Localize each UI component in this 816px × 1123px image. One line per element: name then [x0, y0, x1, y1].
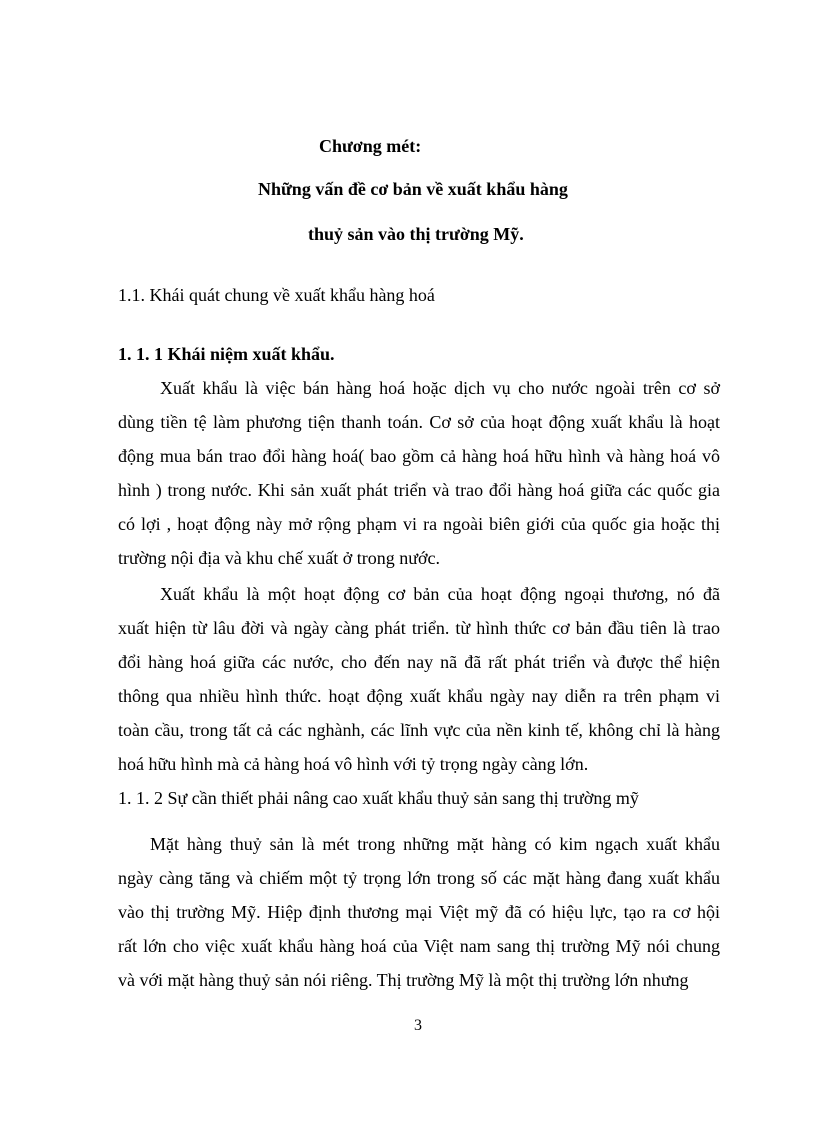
- paragraph-line: hình ) trong nước. Khi sản xuất phát triển và trao đổi hàng hoá giữa các quốc gia: [118, 480, 720, 500]
- paragraph-line: rất lớn cho việc xuất khẩu hàng hoá của Việt nam sang thị trường Mỹ nói chung: [118, 936, 720, 956]
- paragraph-line: trường nội địa và khu chế xuất ở trong nước.: [118, 548, 440, 568]
- paragraph-line: hoá hữu hình mà cả hàng hoá vô hình với tỷ trọng ngày càng lớn.: [118, 754, 589, 774]
- paragraph-line: dùng tiền tệ làm phương tiện thanh toán. Cơ sở của hoạt động xuất khẩu là hoạt: [118, 412, 720, 432]
- paragraph-line: Xuất khẩu là một hoạt động cơ bản của hoạt động ngoại thương, nó đã: [160, 584, 720, 604]
- chapter-title-line-1: Những vấn đề cơ bản về xuất khẩu hàng: [258, 179, 568, 199]
- paragraph-line: Xuất khẩu là việc bán hàng hoá hoặc dịch vụ cho nước ngoài trên cơ sở: [160, 378, 720, 398]
- paragraph-line: vào thị trường Mỹ. Hiệp định thương mại Việt mỹ đã có hiệu lực, tạo ra cơ hội: [118, 902, 720, 922]
- paragraph-line: đổi hàng hoá giữa các nước, cho đến nay nã đã rất phát triển và được thể hiện: [118, 652, 720, 672]
- paragraph-line: và với mặt hàng thuỷ sản nói riêng. Thị trường Mỹ là một thị trường lớn nhưng: [118, 970, 689, 990]
- chapter-title-line-2: thuỷ sản vào thị trường Mỹ.: [308, 224, 524, 244]
- paragraph-line: xuất hiện từ lâu đời và ngày càng phát triển. từ hình thức cơ bản đầu tiên là trao: [118, 618, 720, 638]
- paragraph-line: ngày càng tăng và chiếm một tỷ trọng lớn trong số các mặt hàng đang xuất khẩu: [118, 868, 720, 888]
- paragraph-line: có lợi , hoạt động này mở rộng phạm vi ra ngoài biên giới của quốc gia hoặc thị: [118, 514, 720, 534]
- section-heading: 1.1. Khái quát chung về xuất khẩu hàng hoá: [118, 285, 435, 305]
- page-number: 3: [414, 1017, 422, 1034]
- chapter-label: Chương mét:: [319, 136, 422, 156]
- subsection-2-heading: 1. 1. 2 Sự cần thiết phải nâng cao xuất khẩu thuỷ sản sang thị trường mỹ: [118, 788, 639, 808]
- paragraph-line: thông qua nhiều hình thức. hoạt động xuất khẩu ngày nay diễn ra trên phạm vi: [118, 686, 720, 706]
- subsection-1-heading: 1. 1. 1 Khái niệm xuất khẩu.: [118, 344, 335, 364]
- paragraph-line: toàn cầu, trong tất cả các nghành, các lĩnh vực của nền kinh tế, không chỉ là hàng: [118, 720, 720, 740]
- paragraph-line: Mặt hàng thuỷ sản là mét trong những mặt hàng có kim ngạch xuất khẩu: [150, 834, 720, 854]
- paragraph-line: động mua bán trao đổi hàng hoá( bao gồm cả hàng hoá hữu hình và hàng hoá vô: [118, 446, 720, 466]
